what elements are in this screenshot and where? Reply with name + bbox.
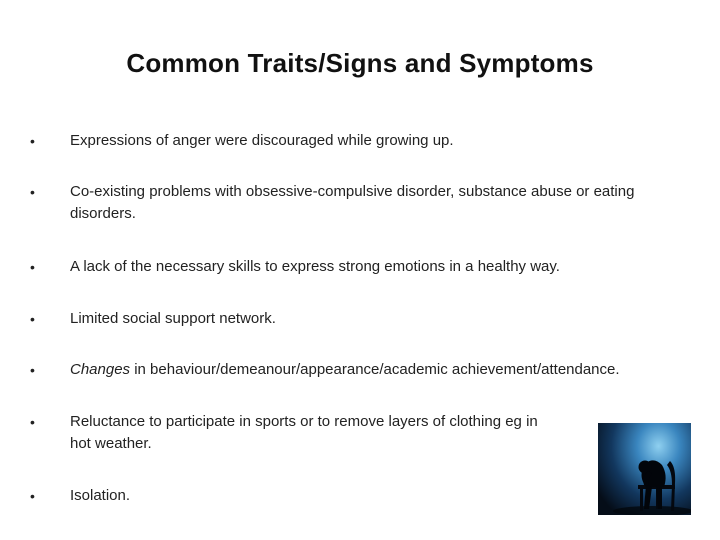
bullet-dot: • bbox=[30, 362, 35, 378]
bullet-text bbox=[70, 359, 690, 381]
bullet-dot: • bbox=[30, 184, 35, 200]
bullet-text: Co-existing problems with obsessive-compulsive disorder, substance abuse or eating disorders. bbox=[70, 183, 635, 222]
slide-title: Common Traits/Signs and Symptoms bbox=[126, 48, 594, 78]
bullet-text-rest: in behaviour/demeanour/appearance/academic achievement/attendance. bbox=[130, 361, 620, 378]
bullet-text: Reluctance to participate in sports or to remove layers of clothing eg in hot weather. bbox=[70, 413, 538, 452]
bullet-text: Isolation. bbox=[70, 487, 131, 504]
sad-person-photo bbox=[598, 423, 691, 515]
bullet-emphasis: Changes bbox=[70, 361, 131, 378]
person-on-chair-silhouette bbox=[598, 423, 691, 515]
bullet-dot: • bbox=[30, 414, 35, 430]
bullet-dot: • bbox=[30, 488, 35, 504]
bullet-text: Limited social support network. bbox=[70, 310, 276, 327]
bullet-dot: • bbox=[30, 311, 35, 327]
bullet-text: A lack of the necessary skills to express strong emotions in a healthy way. bbox=[70, 258, 560, 275]
bullet-dot: • bbox=[30, 133, 35, 149]
bullet-text: Expressions of anger were discouraged while growing up. bbox=[70, 132, 454, 149]
bullet-dot: • bbox=[30, 259, 35, 275]
